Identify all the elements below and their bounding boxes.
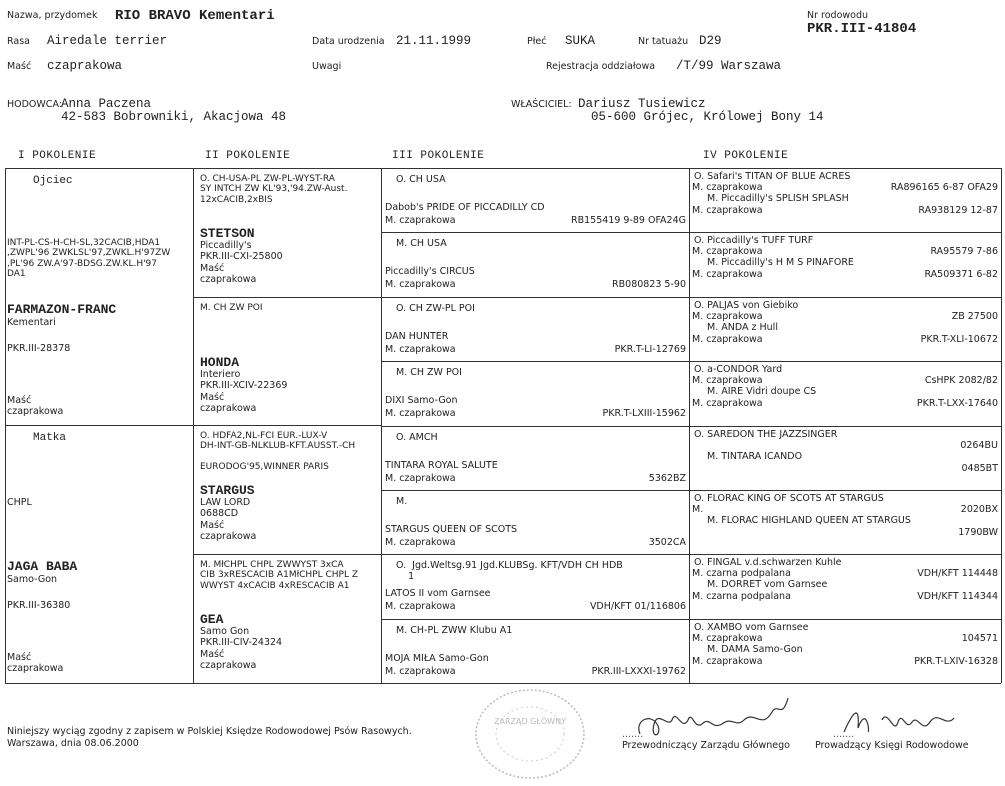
registration-label: Rejestracja oddziałowa <box>546 61 656 72</box>
gen1-split <box>5 425 193 426</box>
signature-2-label: Prowadzący Księgi Rodowodowe <box>815 740 969 751</box>
gen4-dam: M. FLORAC HIGHLAND QUEEN AT STARGUS <box>707 515 911 526</box>
gen4-sire: O. Piccadilly's TUFF TURF <box>694 235 814 246</box>
gen2-name: GEA <box>200 612 224 627</box>
sire-name: FARMAZON-FRANC <box>7 302 117 317</box>
gen4-sire-color: M. czaprakowa <box>692 246 763 257</box>
gen4-sire-color: M. czaprakowa <box>692 633 763 644</box>
tattoo-label: Nr tatuażu <box>638 36 689 47</box>
gen4-sire-registration: VDH/KFT 114448 <box>917 568 998 579</box>
gen4-dam: M. DORRET vom Garnsee <box>707 579 828 590</box>
signature-1-label: Przewodniczący Zarządu Głównego <box>622 740 790 751</box>
gen4-sire-registration: 104571 <box>961 633 998 644</box>
gen4-sire: O. PALJAS von Giebiko <box>694 300 799 311</box>
gen4-split <box>689 619 1001 620</box>
gen1-header: I POKOLENIE <box>18 150 97 162</box>
gen3-split <box>381 297 689 298</box>
gen2-titles: M. CH ZW POI <box>200 303 263 313</box>
gen4-dam-color: M. czaprakowa <box>692 398 763 409</box>
gen4-dam-color: M. czaprakowa <box>692 334 763 345</box>
dam-titles: CHPL <box>7 497 32 508</box>
gen4-sire-color: M. czaprakowa <box>692 375 763 386</box>
gen4-dam-registration: 0485BT <box>961 463 998 474</box>
gen4-dam-registration: PKR.T-LXX-17640 <box>916 398 998 409</box>
gen3-header: III POKOLENIE <box>392 150 485 162</box>
gen4-dam: M. Piccadilly's SPLISH SPLASH <box>707 193 849 204</box>
gen2-titles: O. CH-USA-PL ZW-PL-WYST-RA SY INTCH ZW KL'93,'94.ZW-Aust. 12xCACIB,2xBIS <box>200 174 348 205</box>
grid-bottom-line <box>5 683 1001 684</box>
grid-top-line <box>5 168 1001 169</box>
gen4-sire-color: M. czarna podpalana <box>692 568 791 579</box>
gen3-split <box>381 361 689 362</box>
gen2-details: Interiero PKR.III-XCIV-22369 Maść czaprakowa <box>200 369 288 415</box>
gen4-sire-color: M. <box>692 504 704 515</box>
gen4-sire-registration: 0264BU <box>960 440 998 451</box>
sex-label: Płeć <box>527 36 547 47</box>
gen2-name: HONDA <box>200 355 240 370</box>
gen3-registration: PKR.T-LXIII-15962 <box>602 408 686 419</box>
gen4-dam: M. ANDA z Hull <box>707 322 778 333</box>
gen2-split <box>193 425 381 426</box>
gen3-name: DIXI Samo-Gon <box>385 395 458 406</box>
gen4-dam-registration: VDH/KFT 114344 <box>917 591 998 602</box>
breeder-address: 42-583 Bobrowniki, Akacjowa 48 <box>61 110 287 124</box>
gen4-sire: O. SAREDON THE JAZZSINGER <box>694 429 838 440</box>
gen2-details: Samo Gon PKR.III-CIV-24324 Maść czaprakowa <box>200 626 283 672</box>
gen4-dam-color: M. czaprakowa <box>692 269 763 280</box>
gen3-color: M. czaprakowa <box>385 408 456 419</box>
gen4-dam-color: M. czaprakowa <box>692 656 763 667</box>
gen4-split <box>689 232 1001 233</box>
gen4-dam: M. AIRE Vidri doupe CS <box>707 386 817 397</box>
gen4-sire-registration: RA896165 6-87 OFA29 <box>890 182 998 193</box>
gen3-color: M. czaprakowa <box>385 473 456 484</box>
dam-registration: PKR.III-36380 <box>7 600 71 611</box>
gen3-titles: M. CH ZW POI <box>396 367 462 378</box>
gen3-registration: RB155419 9-89 OFA24G <box>570 215 686 226</box>
sire-titles: INT-PL-CS-H-CH-SL,32CACIB,HDA1 ,ZWPL'96 ZWKLSL'97,ZWKL.H'97ZW ,PL'96 ZW.A'97-BDSG.ZW.KL.H'97 DA1 <box>7 238 171 280</box>
notes-label: Uwagi <box>312 61 342 72</box>
gen2-titles: O. HDFA2,NL-FCI EUR.-LUX-V DH-INT-GB-NLKLUB-KFT.AUSST.-CH EURODOG'95,WINNER PARIS <box>200 431 356 473</box>
gen3-registration: VDH/KFT 01/116806 <box>589 601 686 612</box>
gen4-dam-color: M. czarna podpalana <box>692 591 791 602</box>
official-stamp <box>470 686 590 782</box>
gen3-color: M. czaprakowa <box>385 666 456 677</box>
gen3-registration: 3502CA <box>648 537 686 548</box>
color-label: Maść <box>7 61 32 72</box>
gen4-sire-color: M. czaprakowa <box>692 311 763 322</box>
gen3-registration: PKR.III-LXXXI-19762 <box>591 666 686 677</box>
gen2-name: STETSON <box>200 226 255 241</box>
grid-col-line <box>1001 168 1002 683</box>
gen3-name: DAN HUNTER <box>385 331 449 342</box>
gen3-name: MOJA MIŁA Samo-Gon <box>385 653 489 664</box>
color-value: czaprakowa <box>47 59 123 73</box>
gen2-split <box>193 554 381 555</box>
gen3-name: Piccadilly's CIRCUS <box>385 266 475 277</box>
gen4-sire: O. Safari's TITAN OF BLUE ACRES <box>694 171 851 182</box>
sire-registration: PKR.III-28378 <box>7 343 71 354</box>
gen3-split <box>381 426 689 427</box>
gen2-name: STARGUS <box>200 483 255 498</box>
pedigree-no-label: Nr rodowodu <box>807 10 869 21</box>
gen3-titles: M. CH USA <box>396 238 447 249</box>
gen3-titles: O. CH ZW-PL POI <box>396 303 475 314</box>
gen3-titles: O. AMCH <box>396 432 438 443</box>
gen3-color: M. czaprakowa <box>385 537 456 548</box>
dam-label: Matka <box>33 432 67 444</box>
owner-label: WŁAŚCICIEL: <box>511 99 572 110</box>
gen4-sire-registration: ZB 27500 <box>951 311 998 322</box>
gen4-sire-registration: RA95579 7-86 <box>930 246 998 257</box>
gen3-split <box>381 490 689 491</box>
dam-color: Maść czaprakowa <box>7 652 64 675</box>
gen3-color: M. czaprakowa <box>385 215 456 226</box>
gen2-split <box>193 297 381 298</box>
gen3-titles: O. CH USA <box>396 174 446 185</box>
sire-kennel: Kementari <box>7 317 56 328</box>
gen4-dam-registration: RA938129 12-87 <box>918 205 998 216</box>
signature-2-dots: ....... <box>833 729 855 740</box>
gen2-header: II POKOLENIE <box>205 150 291 162</box>
gen4-dam: M. TINTARA ICANDO <box>707 451 803 462</box>
certification-statement: Niniejszy wyciąg zgodny z zapisem w Polskiej Księdze Rodowodowej Psów Rasowych. <box>7 726 412 737</box>
sire-label: Ojciec <box>33 175 73 187</box>
owner-address: 05-600 Grójec, Królowej Bony 14 <box>591 110 824 124</box>
place-date: Warszawa, dnia 08.06.2000 <box>7 738 139 749</box>
gen2-titles: M. MłCHPL CHPL ZWWYST 3xCA CIB 3xRESCACIB A1MłCHPL CHPL Z WWYST 4xCACIB 4xRESCACIB A1 <box>200 560 359 591</box>
gen4-split <box>689 297 1001 298</box>
registration-value: /T/99 Warszawa <box>676 59 782 73</box>
gen3-name: TINTARA ROYAL SALUTE <box>385 460 498 471</box>
gen3-split <box>381 554 689 555</box>
gen4-dam: M. DAMA Samo-Gon <box>707 644 803 655</box>
stamp-text: ZARZĄD GŁÓWNY <box>494 717 566 726</box>
signature-1 <box>632 690 802 746</box>
gen4-sire-color: M. czaprakowa <box>692 182 763 193</box>
gen3-name: Dabob's PRIDE OF PICCADILLY CD <box>385 202 545 213</box>
gen4-dam-registration: 1790BW <box>958 527 998 538</box>
dog-name: RIO BRAVO Kementari <box>115 8 275 24</box>
gen3-registration: 5362BZ <box>648 473 686 484</box>
owner-name: Dariusz Tusiewicz <box>578 97 706 111</box>
gen4-split <box>689 426 1001 427</box>
gen2-details: LAW LORD 0688CD Maść czaprakowa <box>200 497 257 543</box>
dob-label: Data urodzenia <box>312 36 385 47</box>
gen3-color: M. czaprakowa <box>385 601 456 612</box>
tattoo-value: D29 <box>699 34 722 48</box>
gen4-header: IV POKOLENIE <box>703 150 789 162</box>
gen3-titles: M. <box>396 496 408 507</box>
gen2-details: Piccadilly's PKR.III-CXI-25800 Maść czaprakowa <box>200 240 283 286</box>
signature-1-dots: ....... <box>622 729 644 740</box>
gen4-sire-registration: 2020BX <box>960 504 998 515</box>
breed-label: Rasa <box>7 36 30 47</box>
gen4-dam-color: M. czaprakowa <box>692 205 763 216</box>
sire-color: Maść czaprakowa <box>7 395 64 418</box>
gen3-name: STARGUS QUEEN OF SCOTS <box>385 524 518 535</box>
gen4-dam-registration: PKR.T-LXIV-16328 <box>914 656 998 667</box>
name-label: Nazwa, przydomek <box>7 10 98 21</box>
gen4-dam: M. Piccadilly's H M S PINAFORE <box>707 257 854 268</box>
dob-value: 21.11.1999 <box>396 34 472 48</box>
dam-kennel: Samo-Gon <box>7 574 58 585</box>
gen3-color: M. czaprakowa <box>385 344 456 355</box>
sex-value: SUKA <box>565 34 596 48</box>
pedigree-no-value: PKR.III-41804 <box>807 21 917 37</box>
gen3-titles: M. CH-PL ZWW Klubu A1 <box>396 625 513 636</box>
gen3-name: LATOS II vom Garnsee <box>385 588 491 599</box>
gen4-dam-registration: PKR.T-XLI-10672 <box>920 334 998 345</box>
gen3-color: M. czaprakowa <box>385 279 456 290</box>
gen3-titles: O. Jgd.Weltsg.91 Jgd.KLUBSg. KFT/VDH CH HDB 1 <box>396 560 623 583</box>
gen4-sire-registration: CsHPK 2082/82 <box>924 375 998 386</box>
gen4-sire: O. FINGAL v.d.schwarzen Kuhle <box>694 557 842 568</box>
gen4-split <box>689 554 1001 555</box>
dam-name: JAGA BABA <box>7 559 78 574</box>
gen4-sire: O. FLORAC KING OF SCOTS AT STARGUS <box>694 493 884 504</box>
gen3-registration: RB080823 5-90 <box>612 279 686 290</box>
gen3-registration: PKR.T-LI-12769 <box>614 344 686 355</box>
gen4-sire: O. a-CONDOR Yard <box>694 364 783 375</box>
gen4-split <box>689 361 1001 362</box>
breeder-name: Anna Paczena <box>61 97 152 111</box>
gen4-split <box>689 490 1001 491</box>
signature-2 <box>838 692 978 742</box>
breeder-label: HODOWCA: <box>7 99 62 110</box>
gen4-dam-registration: RA509371 6-82 <box>924 269 998 280</box>
gen3-split <box>381 232 689 233</box>
gen4-sire: O. XAMBO vom Garnsee <box>694 622 809 633</box>
gen3-split <box>381 619 689 620</box>
breed-value: Airedale terrier <box>47 34 168 48</box>
